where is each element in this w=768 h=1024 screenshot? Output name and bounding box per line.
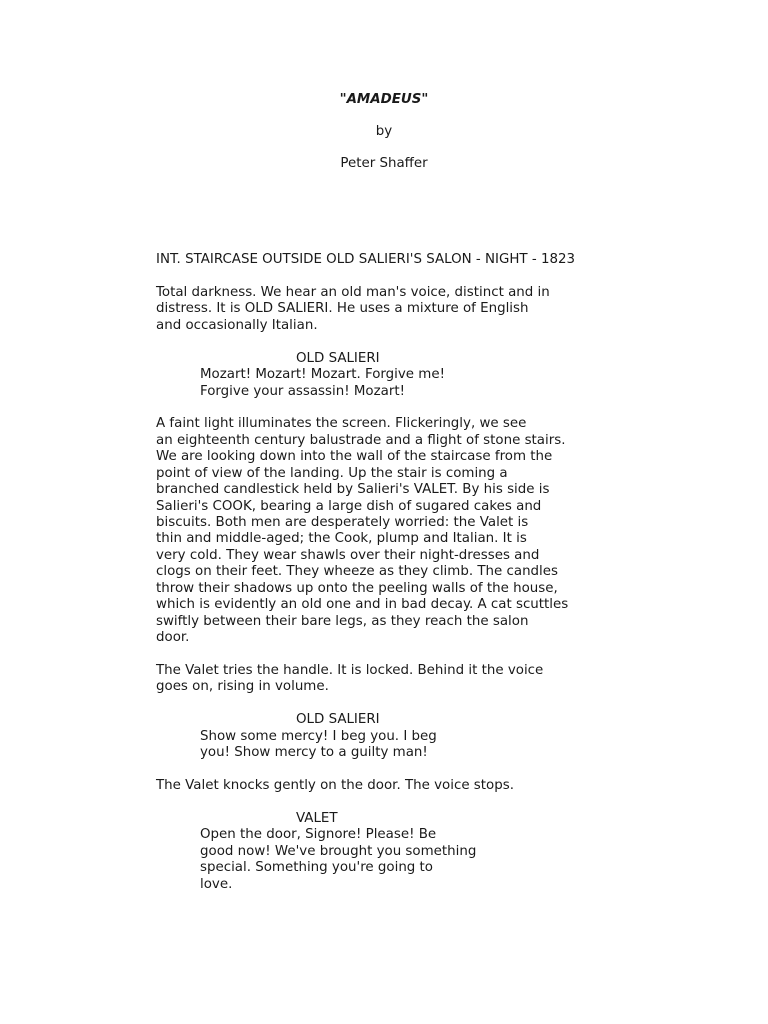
dialogue-block-2 <box>156 712 756 761</box>
action-line: and occasionally Italian. <box>156 317 318 333</box>
action-line: which is evidently an old one and in bad decay. A cat scuttles <box>156 597 569 613</box>
action-line: branched candlestick held by Salieri's VALET. By his side is <box>156 482 550 498</box>
action-line: distress. It is OLD SALIERI. He uses a mixture of English <box>156 301 529 317</box>
action-line: goes on, rising in volume. <box>156 679 329 695</box>
screenplay-body <box>156 252 756 910</box>
character-name: VALET <box>296 810 338 826</box>
dialogue-line: love. <box>200 876 233 892</box>
scene-heading-block <box>156 252 756 268</box>
action-line: biscuits. Both men are desperately worried: the Valet is <box>156 515 529 530</box>
action-line: very cold. They wear shawls over their night-dresses and <box>156 547 540 563</box>
dialogue-line: good now! We've brought you something <box>200 843 477 859</box>
character-name: OLD SALIERI <box>296 712 380 728</box>
dialogue-line: Show some mercy! I beg you. I beg <box>200 728 437 744</box>
action-line: clogs on their feet. They wheeze as they climb. The candles <box>156 564 558 580</box>
action-line: A faint light illuminates the screen. Flickeringly, we see <box>156 416 527 432</box>
action-line: Total darkness. We hear an old man's voice, distinct and in <box>156 284 550 300</box>
action-block-4 <box>156 778 756 794</box>
action-line: throw their shadows up onto the peeling walls of the house, <box>156 580 558 596</box>
dialogue-block-3 <box>156 811 756 893</box>
dialogue-block-1 <box>156 351 756 400</box>
scene-heading: INT. STAIRCASE OUTSIDE OLD SALIERI'S SALON - NIGHT - 1823 <box>156 252 576 267</box>
dialogue-line: Mozart! Mozart! Mozart. Forgive me! <box>200 367 445 383</box>
action-line: an eighteenth century balustrade and a flight of stone stairs. <box>156 432 566 448</box>
action-line: thin and middle-aged; the Cook, plump and Italian. It is <box>156 531 527 547</box>
action-line: door. <box>156 630 190 646</box>
action-line: The Valet knocks gently on the door. The voice stops. <box>156 778 514 793</box>
dialogue-line: Forgive your assassin! Mozart! <box>200 383 405 399</box>
dialogue-line: you! Show mercy to a guilty man! <box>200 745 428 761</box>
author-name: Peter Shaffer <box>340 156 428 171</box>
dialogue-line: Open the door, Signore! Please! Be <box>200 827 437 843</box>
byline-by: by <box>375 124 393 139</box>
script-title: "AMADEUS" <box>339 92 429 107</box>
action-block-1 <box>156 285 756 334</box>
action-line: We are looking down into the wall of the staircase from the <box>156 449 553 465</box>
action-line: The Valet tries the handle. It is locked. Behind it the voice <box>156 662 544 678</box>
action-line: swiftly between their bare legs, as they reach the salon <box>156 613 529 629</box>
action-block-2 <box>156 416 756 646</box>
action-block-3 <box>156 663 756 696</box>
character-name: OLD SALIERI <box>296 350 380 366</box>
dialogue-line: special. Something you're going to <box>200 860 434 876</box>
action-line: point of view of the landing. Up the stair is coming a <box>156 465 508 481</box>
action-line: Salieri's COOK, bearing a large dish of sugared cakes and <box>156 498 542 514</box>
